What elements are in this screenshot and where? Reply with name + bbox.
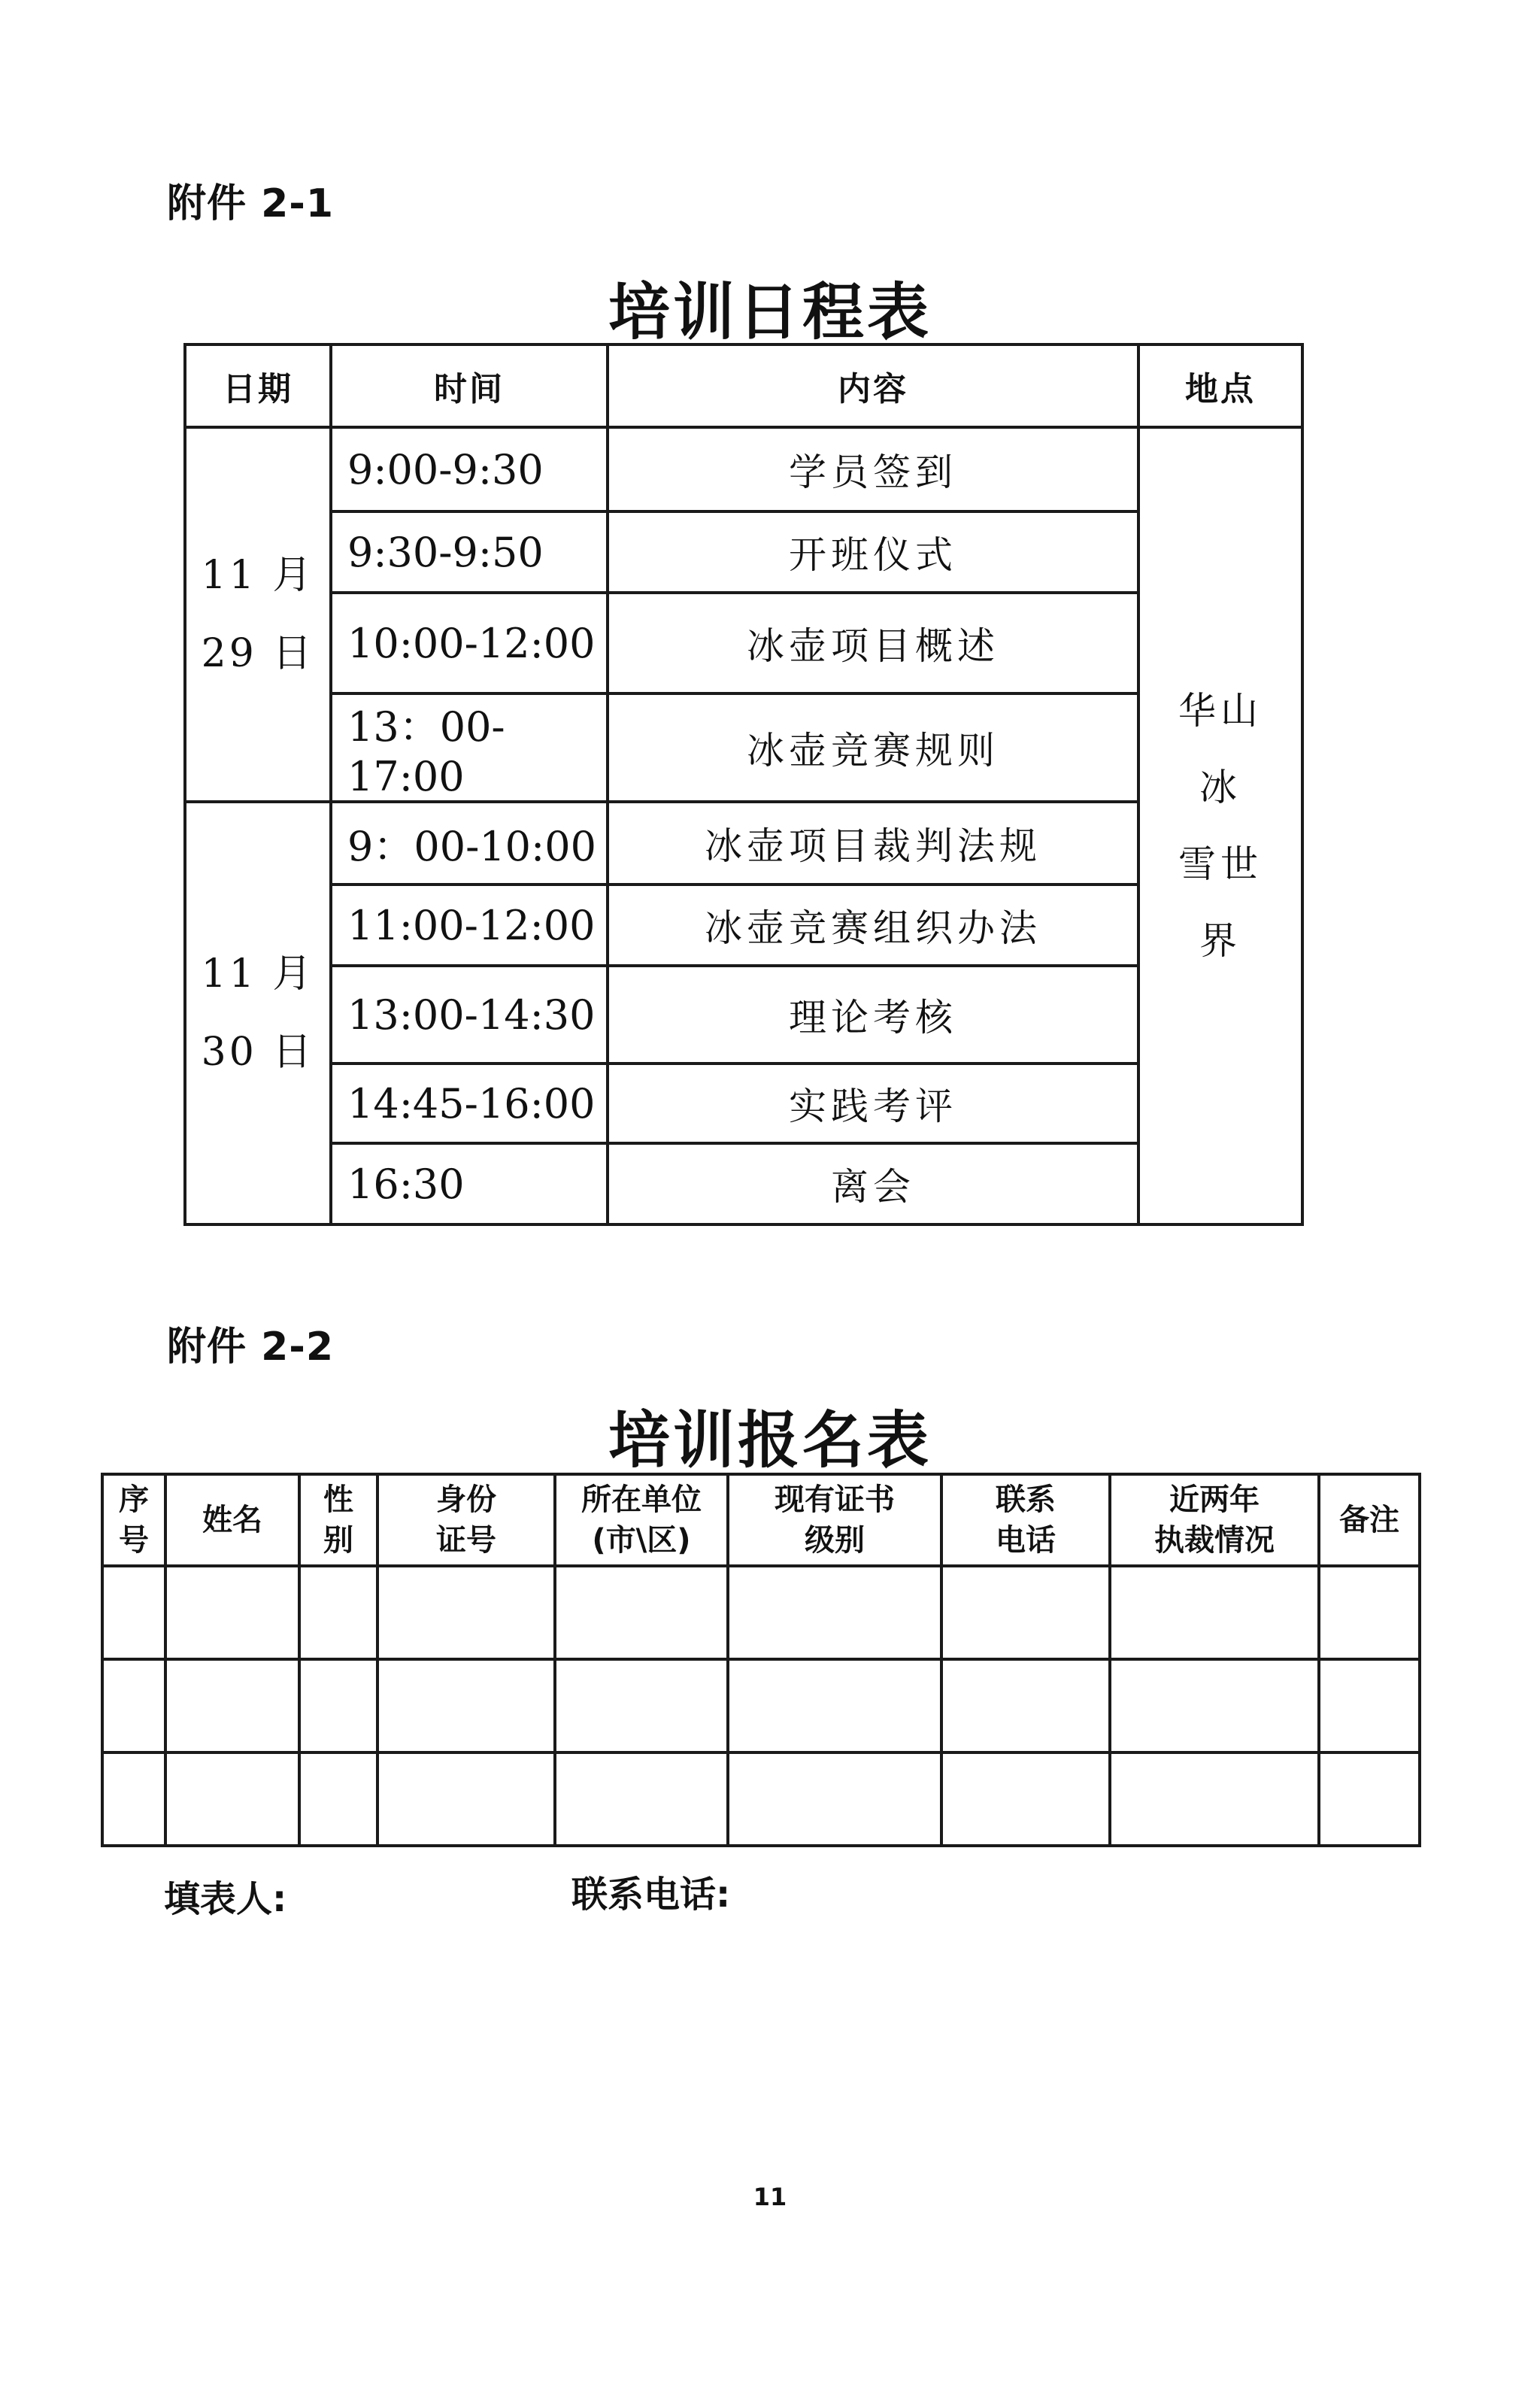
registration-blank-row [102, 1752, 1420, 1846]
header-officiating-record: 近两年 执裁情况 [1110, 1474, 1319, 1566]
date-month-day1: 11 月 [201, 553, 315, 598]
attachment-2-1-label: 附件 2-1 [167, 181, 335, 226]
schedule-row [185, 1143, 1302, 1224]
blank-cell[interactable] [102, 1659, 165, 1752]
blank-cell[interactable] [555, 1659, 728, 1752]
blank-cell[interactable] [728, 1752, 941, 1846]
schedule-title: 培训日程表 [608, 276, 932, 348]
schedule-row [185, 1064, 1302, 1143]
content-cell: 实践考评 [608, 1064, 1138, 1143]
blank-cell[interactable] [941, 1566, 1110, 1659]
page-number: 11 [753, 2183, 787, 2211]
header-date: 日期 [185, 344, 331, 427]
registration-table [101, 1473, 1421, 1847]
blank-cell[interactable] [555, 1566, 728, 1659]
header-venue: 地点 [1138, 344, 1302, 427]
blank-cell[interactable] [941, 1752, 1110, 1846]
header-time: 时间 [331, 344, 608, 427]
content-cell: 冰壶项目概述 [608, 593, 1138, 693]
blank-cell[interactable] [555, 1752, 728, 1846]
blank-cell[interactable] [728, 1659, 941, 1752]
content-cell: 冰壶项目裁判法规 [608, 802, 1138, 885]
content-cell: 冰壶竞赛规则 [608, 693, 1138, 802]
time-cell: 9：00-10:00 [331, 802, 608, 885]
header-contact-phone: 联系 电话 [941, 1474, 1110, 1566]
blank-cell[interactable] [165, 1752, 299, 1846]
venue-line-1: 华山冰 [1178, 689, 1263, 809]
time-cell: 11:00-12:00 [331, 885, 608, 966]
blank-cell[interactable] [1110, 1659, 1319, 1752]
schedule-row [185, 593, 1302, 693]
blank-cell[interactable] [165, 1566, 299, 1659]
content-cell: 学员签到 [608, 427, 1138, 511]
time-cell: 10:00-12:00 [331, 593, 608, 693]
blank-cell[interactable] [1319, 1752, 1420, 1846]
schedule-header-row [185, 344, 1302, 427]
date-day-day1: 29 日 [201, 631, 315, 676]
header-organization: 所在单位 (市\区) [555, 1474, 728, 1566]
date-day-day2: 30 日 [201, 1030, 315, 1075]
blank-cell[interactable] [1110, 1752, 1319, 1846]
attachment-2-2-label: 附件 2-2 [167, 1324, 335, 1370]
content-cell: 离会 [608, 1143, 1138, 1224]
header-content: 内容 [608, 344, 1138, 427]
blank-cell[interactable] [1319, 1566, 1420, 1659]
contact-phone-label: 联系电话: [571, 1874, 731, 1916]
blank-cell[interactable] [102, 1566, 165, 1659]
content-cell: 开班仪式 [608, 511, 1138, 593]
blank-cell[interactable] [1110, 1566, 1319, 1659]
header-serial-number: 序 号 [102, 1474, 165, 1566]
time-cell: 14:45-16:00 [331, 1064, 608, 1143]
header-certificate-level: 现有证书 级别 [728, 1474, 941, 1566]
date-month-day2: 11 月 [201, 951, 315, 997]
blank-cell[interactable] [299, 1566, 377, 1659]
time-cell: 16:30 [331, 1143, 608, 1224]
time-cell: 13：00-17:00 [331, 693, 608, 802]
blank-cell[interactable] [1319, 1659, 1420, 1752]
blank-cell[interactable] [377, 1659, 555, 1752]
blank-cell[interactable] [941, 1659, 1110, 1752]
registration-blank-row [102, 1566, 1420, 1659]
header-id-number: 身份 证号 [377, 1474, 555, 1566]
time-cell: 13:00-14:30 [331, 966, 608, 1064]
schedule-row [185, 802, 1302, 885]
blank-cell[interactable] [165, 1659, 299, 1752]
venue-cell [1138, 427, 1302, 1224]
schedule-row [185, 885, 1302, 966]
schedule-table [183, 343, 1304, 1226]
time-cell: 9:30-9:50 [331, 511, 608, 593]
blank-cell[interactable] [377, 1752, 555, 1846]
blank-cell[interactable] [299, 1752, 377, 1846]
registration-blank-row [102, 1659, 1420, 1752]
content-cell: 冰壶竞赛组织办法 [608, 885, 1138, 966]
schedule-row [185, 427, 1302, 511]
header-name: 姓名 [165, 1474, 299, 1566]
blank-cell[interactable] [728, 1566, 941, 1659]
blank-cell[interactable] [299, 1659, 377, 1752]
registration-title: 培训报名表 [608, 1404, 932, 1476]
venue-line-2: 雪世界 [1178, 842, 1263, 963]
form-filler-label: 填表人: [164, 1878, 287, 1920]
header-gender: 性 别 [299, 1474, 377, 1566]
registration-header-row [102, 1474, 1420, 1566]
schedule-row [185, 511, 1302, 593]
time-cell: 9:00-9:30 [331, 427, 608, 511]
schedule-row [185, 693, 1302, 802]
date-cell-day2 [185, 802, 331, 1224]
date-cell-day1 [185, 427, 331, 802]
schedule-row [185, 966, 1302, 1064]
blank-cell[interactable] [102, 1752, 165, 1846]
header-remarks: 备注 [1319, 1474, 1420, 1566]
blank-cell[interactable] [377, 1566, 555, 1659]
content-cell: 理论考核 [608, 966, 1138, 1064]
